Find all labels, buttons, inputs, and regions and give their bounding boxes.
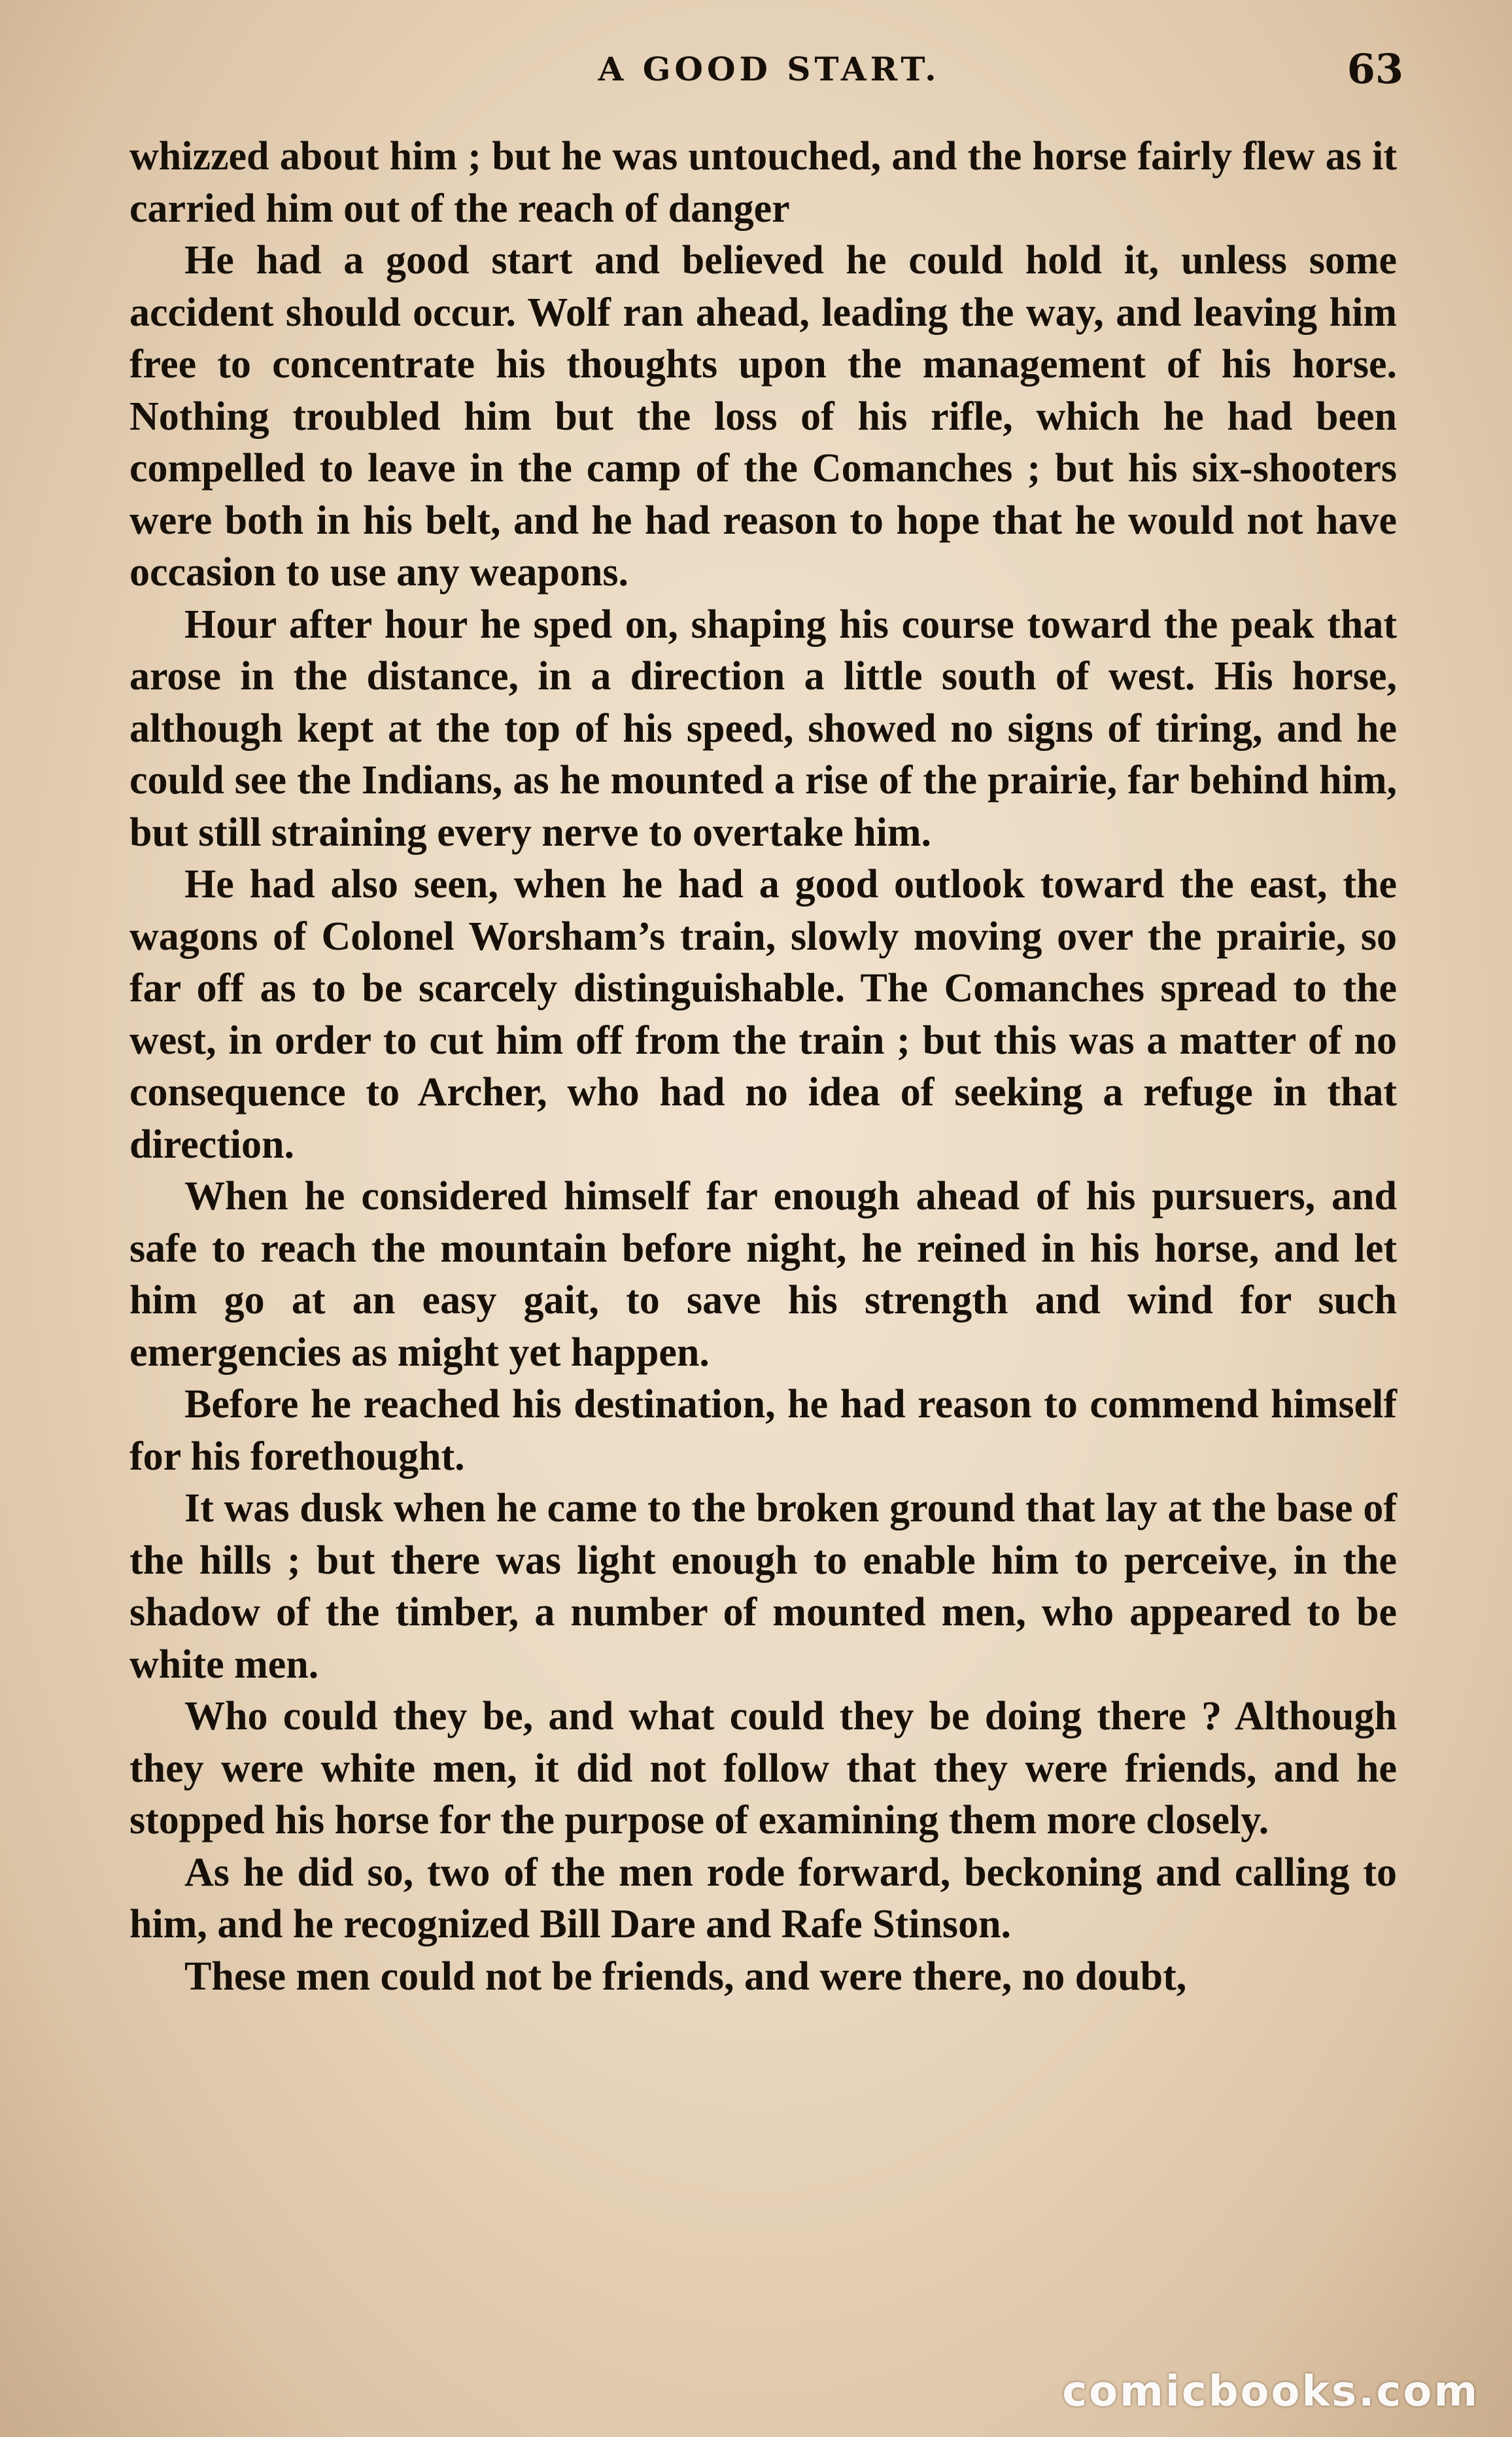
running-head: A GOOD START. <box>598 50 940 88</box>
paragraph: He had a good start and believed he could hold it, unless some accident should occur. Wolf ran ahead, leading the way, and leaving him free to concentrate his thoughts upon the management of his horse. Nothing troubled him but the loss of his rifle, which he had been compelled to leave in the camp of the Comanches ; but his six-shooters were both in his belt, and he had reason to hope that he would not have occasion to use any weapons. <box>129 238 1397 595</box>
paragraph: It was dusk when he came to the broken ground that lay at the base of the hills ; but there was light enough to enable him to perceive, in the shadow of the timber, a number of mounted men, who appeared to be white men. <box>129 1486 1397 1687</box>
page-number: 63 <box>1347 45 1403 93</box>
paragraph: whizzed about him ; but he was untouched, and the horse fairly flew as it carried him out of the reach of danger <box>129 134 1397 231</box>
paragraph: Before he reached his destination, he had reason to commend himself for his forethought. <box>129 1382 1397 1479</box>
paragraph: These men could not be friends, and were there, no doubt, <box>184 1954 1187 1999</box>
page-header <box>0 37 1512 102</box>
paragraph: Hour after hour he sped on, shaping his course toward the peak that arose in the distance, in a direction a little south of west. His horse, although kept at the top of his speed, showed no signs of tiring, and he could see the Indians, as he mounted a rise of the prairie, far behind him, but still straining every nerve to overtake him. <box>129 602 1397 855</box>
paragraph: When he considered himself far enough ahead of his pursuers, and safe to reach the mountain before night, he reined in his horse, and let him go at an easy gait, to save his strength and wind for such emergencies as might yet happen. <box>129 1174 1397 1375</box>
paragraph: Who could they be, and what could they be doing there ? Although they were white men, it did not follow that they were friends, and he stopped his horse for the purpose of examining them more closely. <box>129 1694 1397 1842</box>
paragraph: As he did so, two of the men rode forward, beckoning and calling to him, and he recognized Bill Dare and Rafe Stinson. <box>129 1850 1397 1946</box>
text-body <box>129 131 1397 2003</box>
watermark: comicbooks.com <box>1062 2368 1479 2416</box>
paragraph: He had also seen, when he had a good outlook toward the east, the wagons of Colonel Worsham’s train, slowly moving over the prairie, so far off as to be scarcely distinguishable. The Comanches spread to the west, in order to cut him off from the train ; but this was a matter of no consequence to Archer, who had no idea of seeking a refuge in that direction. <box>129 862 1397 1167</box>
